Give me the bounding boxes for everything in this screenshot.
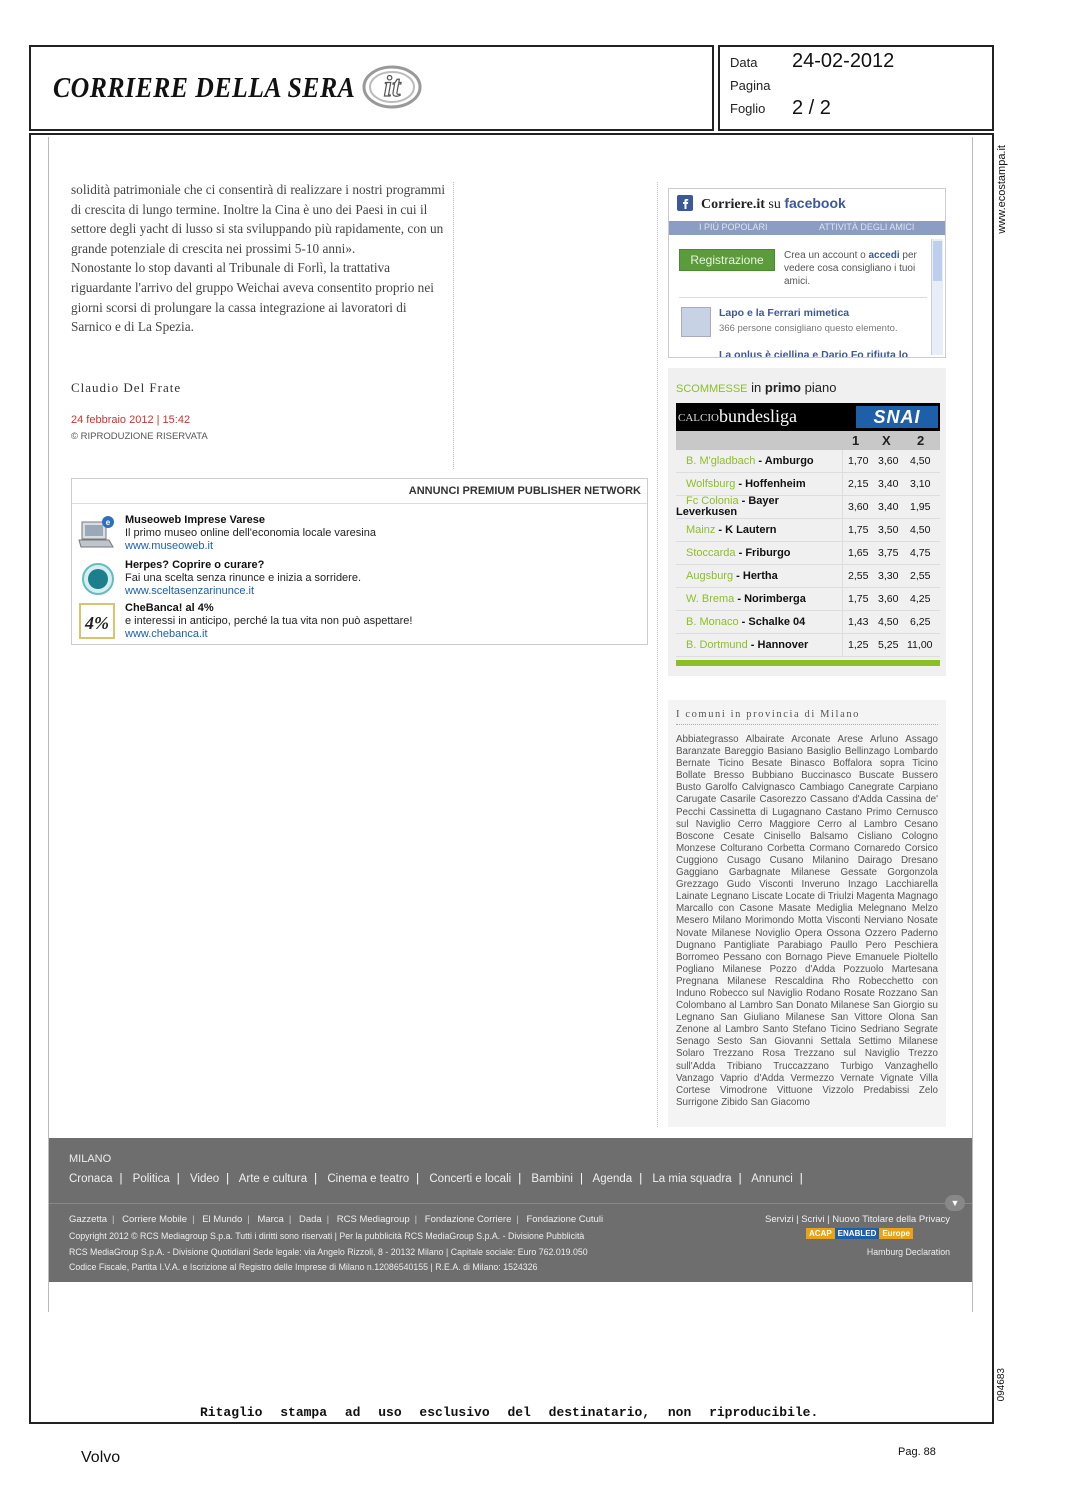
ad-link[interactable]: www.museoweb.it <box>125 540 214 552</box>
odd-1: 2,15 <box>848 478 869 490</box>
laptop-icon <box>78 514 116 552</box>
scommesse-title <box>676 380 836 395</box>
odd-1: 1,25 <box>848 639 869 651</box>
footer-nav-item[interactable]: Annunci <box>751 1173 793 1185</box>
facebook-widget-title <box>701 195 846 213</box>
footer-link[interactable]: Corriere Mobile <box>122 1214 188 1225</box>
away-team: Amburgo <box>764 455 814 467</box>
away-team: Norimberga <box>744 593 806 605</box>
ads-divider <box>72 503 647 504</box>
facebook-widget <box>668 188 946 358</box>
pagina-label: Pagina <box>730 78 771 93</box>
tab-piu-popolari[interactable]: I PIÙ POPOLARI <box>699 222 768 232</box>
logo-it-text: it <box>383 70 401 103</box>
article-author: Claudio Del Frate <box>71 380 182 395</box>
accedi-link[interactable]: accedi <box>868 250 900 261</box>
odds-row[interactable]: B. Monaco - Schalke 04 1,43 4,50 6,25 <box>676 611 940 634</box>
odd-1: 2,55 <box>848 570 869 582</box>
odd-2: 3,10 <box>910 478 931 490</box>
article-paragraph: Nonostante lo stop davanti al Tribunale di Forlì, la trattativa riguardante l'arrivo del gruppo Weichai aveva consentito proprio nei giorni scorsi di prolungare la cassa integrazione ai lavoratori di Sarnico e di La Spezia. <box>71 260 434 335</box>
comuni-widget <box>668 700 946 1127</box>
scrollbar-thumb[interactable] <box>933 241 942 281</box>
cell-divider <box>842 542 843 565</box>
odd-2: 4,50 <box>910 524 931 536</box>
odds-row[interactable]: Wolfsburg - Hoffenheim 2,15 3,40 3,10 <box>676 473 940 496</box>
odds-row[interactable]: B. M'gladbach - Amburgo 1,70 3,60 4,50 <box>676 450 940 473</box>
logo-it-badge <box>361 63 423 111</box>
scommesse-title-a: SCOMMESSE <box>676 383 748 395</box>
register-hint-b: per vedere cosa consigliano i tuoi amici. <box>784 250 917 287</box>
privacy-link[interactable]: Nuovo Titolare della Privacy <box>832 1214 950 1225</box>
facebook-title-site: Corriere.it <box>701 197 765 212</box>
footer-nav-item[interactable]: Politica <box>132 1173 170 1185</box>
odd-x: 3,50 <box>878 524 899 536</box>
away-team-cont: Leverkusen <box>676 506 738 518</box>
comuni-divider <box>676 724 938 725</box>
comuni-list[interactable]: Abbiategrasso Albairate Arconate Arese Arluno Assago Baranzate Bareggio Basiano Basiglio Bellinzago Lombardo Bernate Ticino Besate Binasco Boffalora sopra Ticino Bollate Bresso Bubbiano Buccinasco Buscate Bussero Busto Garolfo Calvignasco Cambiago Canegrate Carpiano Carugate Casarile Casorezzo Cassano d'Adda Cassina de' Pecchi Cassinetta di Lugagnano Castano Primo Cernusco sul Naviglio Cerro Maggiore Cerro al Lambro Cesano Boscone Cesate Cinisello Balsamo Cisliano Cologno Monzese Colturano Corbetta Cormano Cornaredo Corsico Cuggiono Cusago Cusano Milanino Dairago Dresano Gaggiano Garbagnate Milanese Gessate Gorgonzola Grezzago Gudo Visconti Inveruno Inzago Lacchiarella Lainate Legnano Liscate Locate di Triulzi Magenta Magnago Marcallo con Casone Masate Mediglia Melegnano Melzo Mesero Milano Morimondo Motta Visconti Nerviano Nosate Novate Milanese Noviglio Opera Ossona Ozzero Paderno Dugnano Pantigliate Parabiago Paullo Pero Peschiera Borromeo Pessano con Bornago Pieve Emanuele Pioltello Pogliano Milanese Pozzo d'Adda Pozzuolo Martesana Pregnana Milanese Rescaldina Rho Robecchetto con Induno Robecco sul Naviglio Rodano Rosate Rozzano San Colombano al Lambro San Donato Milanese San Giorgio su Legnano San Giuliano Milanese San Vittore Olona San Zenone al Lambro Santo Stefano Ticino Sedriano Segrate Senago Sesto San Giovanni Settala Settimo Milanese Solaro Trezzano Rosa Trezzano sul Naviglio Trezzo sull'Adda Tribiano Truccazzano Turbigo Vanzaghello Vanzago Vaprio d'Adda Vermezzo Vernate Vignate Villa Cortese Vimodrone Vittuone Vizzolo Predabissi Zelo Surrigone Zibido San Giacomo <box>676 734 938 1108</box>
odd-1: 1,43 <box>848 616 869 628</box>
copyright-notice: © RIPRODUZIONE RISERVATA <box>71 431 208 442</box>
ad-title[interactable]: CheBanca! al 4% <box>125 602 214 614</box>
cell-divider <box>842 519 843 542</box>
ad-description: e interessi in anticipo, perché la tua vita non può aspettare! <box>125 615 413 627</box>
ad-title[interactable]: Museoweb Imprese Varese <box>125 514 266 526</box>
ads-heading: ANNUNCI PREMIUM PUBLISHER NETWORK <box>408 485 641 497</box>
home-team: B. Monaco <box>686 616 739 628</box>
percent-badge-text: 4% <box>85 613 109 633</box>
odd-2: 4,75 <box>910 547 931 559</box>
odd-2: 11,00 <box>907 639 933 651</box>
acap-badge[interactable] <box>806 1229 913 1242</box>
svg-text:e: e <box>105 518 111 527</box>
away-team: Friburgo <box>745 547 791 559</box>
footer-links: Gazzetta | Corriere Mobile | El Mundo | Marca | Dada | RCS Mediagroup | Fondazione Corriere | Fondazione Cutuli <box>69 1214 604 1225</box>
odd-x: 4,50 <box>878 616 899 628</box>
data-label: Data <box>730 55 758 70</box>
ad-link[interactable]: www.chebanca.it <box>125 628 208 640</box>
facebook-title-su: su <box>768 197 781 212</box>
footer-nav-item[interactable]: Agenda <box>592 1173 633 1185</box>
away-team: Hertha <box>742 570 778 582</box>
footer-nav-item[interactable]: La mia squadra <box>652 1173 732 1185</box>
footer-nav-item[interactable]: Bambini <box>531 1173 573 1185</box>
odds-row[interactable]: W. Brema - Norimberga 1,75 3,60 4,25 <box>676 588 940 611</box>
footer-nav-item[interactable]: Cinema e teatro <box>327 1173 410 1185</box>
scommesse-title-c: primo <box>764 380 802 395</box>
page-number: Pag. 88 <box>898 1446 936 1458</box>
ecostampa-label-wrap <box>996 145 1012 255</box>
site-footer <box>49 1138 972 1282</box>
footer-link[interactable]: RCS Mediagroup <box>336 1214 410 1225</box>
footer-nav-item[interactable]: Video <box>189 1173 220 1185</box>
odds-col-1: 1 <box>852 433 860 448</box>
odd-x: 3,40 <box>878 501 899 513</box>
footer-city: MILANO <box>69 1153 112 1165</box>
foglio-value: 2 / 2 <box>792 97 831 119</box>
thumbnail-icon <box>681 307 711 337</box>
ad-link[interactable]: www.sceltasenzarinunce.it <box>125 585 255 597</box>
ad-description: Fai una scelta senza rinunce e inizia a sorridere. <box>125 572 362 584</box>
odd-x: 3,60 <box>878 455 899 467</box>
away-team: Schalke 04 <box>748 616 806 628</box>
home-team: W. Brema <box>686 593 735 605</box>
page-border-right <box>972 137 973 1312</box>
bundesliga-banner[interactable] <box>676 403 940 431</box>
home-team: Augsburg <box>686 570 734 582</box>
scrivi-link[interactable]: Scrivi <box>801 1214 825 1225</box>
facebook-icon <box>677 195 693 211</box>
home-team: B. Dortmund <box>686 639 748 651</box>
home-team: Mainz <box>686 524 716 536</box>
acap-label: ACAP <box>806 1228 835 1239</box>
tab-attivita-amici[interactable]: ATTIVITÀ DEGLI AMICI <box>819 222 915 232</box>
article-body <box>71 180 446 337</box>
banner-calcio: CALCIO <box>678 412 719 424</box>
percent-badge-icon <box>78 602 116 640</box>
comuni-title: I comuni in provincia di Milano <box>676 709 861 720</box>
footer-services: Servizi | Scrivi | Nuovo Titolare della Privacy <box>765 1214 950 1225</box>
scommesse-widget <box>668 368 946 676</box>
facebook-item-count: 366 persone consigliano questo elemento. <box>719 323 898 334</box>
home-team: B. M'gladbach <box>686 455 756 467</box>
footer-company-info: RCS MediaGroup S.p.A. - Divisione Quotidiani Sede legale: via Angelo Rizzoli, 8 - 20132 Milano | Capitale sociale: Euro 762.019.050 <box>69 1247 588 1257</box>
odd-1: 1,65 <box>848 547 869 559</box>
scommesse-title-b: in <box>751 380 762 395</box>
odd-x: 3,30 <box>878 570 899 582</box>
clip-id-wrap <box>996 1368 1012 1408</box>
footer-link[interactable]: Fondazione Corriere <box>424 1214 512 1225</box>
column-divider-article <box>453 182 454 469</box>
scommesse-accent-bar <box>676 660 940 666</box>
chevron-down-icon[interactable]: ▼ <box>945 1195 965 1211</box>
footer-divider <box>49 1203 972 1204</box>
odd-1: 3,60 <box>848 501 869 513</box>
facebook-item-link[interactable]: Lapo e la Ferrari mimetica <box>719 307 850 319</box>
away-team: Hannover <box>757 639 809 651</box>
footer-tax-info: Codice Fiscale, Partita I.V.A. e Iscrizione al Registro delle Imprese di Milano n.12086540155 | R.E.A. di Milano: 1524326 <box>69 1262 538 1272</box>
facebook-title-brand: facebook <box>784 195 846 211</box>
footer-link[interactable]: El Mundo <box>202 1214 243 1225</box>
cell-divider <box>842 611 843 634</box>
odds-header <box>676 431 940 450</box>
clip-id: 094683 <box>996 1368 1007 1402</box>
odds-col-x: X <box>882 433 891 448</box>
cell-divider <box>842 588 843 611</box>
away-team: K Lautern <box>725 524 777 536</box>
odd-1: 1,75 <box>848 593 869 605</box>
home-team: Wolfsburg <box>686 478 736 490</box>
footer-link[interactable]: Marca <box>257 1214 284 1225</box>
odd-x: 3,60 <box>878 593 899 605</box>
ad-description: Il primo museo online dell'economia locale varesina <box>125 527 376 539</box>
hamburg-declaration-link[interactable]: Hamburg Declaration <box>866 1247 950 1257</box>
odd-2: 4,25 <box>910 593 931 605</box>
facebook-tabs <box>669 221 946 235</box>
odds-row[interactable]: B. Dortmund - Hannover 1,25 5,25 11,00 <box>676 634 940 657</box>
odds-row[interactable]: Mainz - K Lautern 1,75 3,50 4,50 <box>676 519 940 542</box>
banner-league: bundesliga <box>719 406 797 426</box>
article-date: 24 febbraio 2012 | 15:42 <box>71 414 191 426</box>
odds-row[interactable]: Fc Colonia - Bayer Leverkusen 3,60 3,40 1,95 <box>676 496 940 519</box>
page-border-left <box>48 137 49 1312</box>
cell-divider <box>842 473 843 496</box>
footer-copyright: Copyright 2012 © RCS Mediagroup S.p.a. Tutti i diritti sono riservati | Per la pubblicità RCS MediaGroup S.p.A. - Divisione Pubblicità <box>69 1231 585 1241</box>
facebook-divider <box>679 297 927 298</box>
odd-2: 6,25 <box>910 616 931 628</box>
cell-divider <box>842 634 843 657</box>
away-team: Bayer <box>748 495 779 507</box>
foglio-label: Foglio <box>730 101 766 116</box>
circle-logo-icon <box>78 559 116 597</box>
disclaimer: Ritaglio stampa ad uso esclusivo del destinatario, non riproducibile. <box>200 1405 819 1420</box>
footer-nav-item[interactable]: Concerti e locali <box>429 1173 512 1185</box>
footer-nav-item[interactable]: Cronaca <box>69 1173 113 1185</box>
facebook-scrollbar[interactable] <box>931 239 943 355</box>
acap-enabled: ENABLED <box>835 1228 880 1239</box>
away-team: Hoffenheim <box>745 478 806 490</box>
odd-2: 1,95 <box>910 501 931 513</box>
footer-nav: Cronaca | Politica | Video | Arte e cultura | Cinema e teatro | Concerti e locali | Bambini | Agenda | La mia squadra | Annunci | <box>69 1173 803 1185</box>
footer-nav-item[interactable]: Arte e cultura <box>238 1173 308 1185</box>
acap-europe: Europe <box>879 1228 913 1239</box>
cell-divider <box>842 496 843 519</box>
home-team: Stoccarda <box>686 547 736 559</box>
column-divider-sidebar <box>657 182 658 1127</box>
article-paragraph: solidità patrimoniale che ci consentirà di realizzare i nostri programmi di crescita di lungo termine. Inoltre la Cina è uno dei Paesi in cui il settore degli yacht di lusso si sta sviluppando più rapidamente, con un grande potenziale di crescita nei prossimi 5-10 anni». <box>71 182 446 256</box>
clipping-meta-box <box>718 45 994 131</box>
newspaper-logo: CORRIERE DELLA SERA <box>53 73 356 104</box>
odd-x: 3,40 <box>878 478 899 490</box>
data-value: 24-02-2012 <box>792 50 895 72</box>
scommesse-title-d: piano <box>804 380 837 395</box>
register-hint <box>784 249 934 288</box>
register-hint-a: Crea un account o <box>784 250 866 261</box>
odd-2: 2,55 <box>910 570 931 582</box>
odds-col-2: 2 <box>917 433 925 448</box>
client-brand: Volvo <box>81 1449 121 1466</box>
snai-logo: SNAI <box>856 406 938 428</box>
footer-link[interactable]: Gazzetta <box>69 1214 108 1225</box>
ecostampa-label: www.ecostampa.it <box>996 145 1008 234</box>
cell-divider <box>842 450 843 473</box>
home-team: Fc Colonia <box>686 495 739 507</box>
odd-x: 5,25 <box>878 639 899 651</box>
odd-1: 1,75 <box>848 524 869 536</box>
odds-row[interactable]: Augsburg - Hertha 2,55 3,30 2,55 <box>676 565 940 588</box>
odd-2: 4,50 <box>910 455 931 467</box>
odds-row[interactable]: Stoccarda - Friburgo 1,65 3,75 4,75 <box>676 542 940 565</box>
odd-x: 3,75 <box>878 547 899 559</box>
registrazione-button[interactable]: Registrazione <box>679 249 775 271</box>
cell-divider <box>842 565 843 588</box>
odd-1: 1,70 <box>848 455 869 467</box>
ads-box <box>71 478 648 645</box>
ad-title[interactable]: Herpes? Coprire o curare? <box>125 559 265 571</box>
footer-link[interactable]: Dada <box>298 1214 322 1225</box>
facebook-item-link[interactable]: La onlus è ciellina e Dario Fo rifiuta lo <box>719 349 909 358</box>
footer-link[interactable]: Fondazione Cutuli <box>526 1214 604 1225</box>
servizi-link[interactable]: Servizi <box>765 1214 794 1225</box>
masthead-box <box>29 45 714 131</box>
